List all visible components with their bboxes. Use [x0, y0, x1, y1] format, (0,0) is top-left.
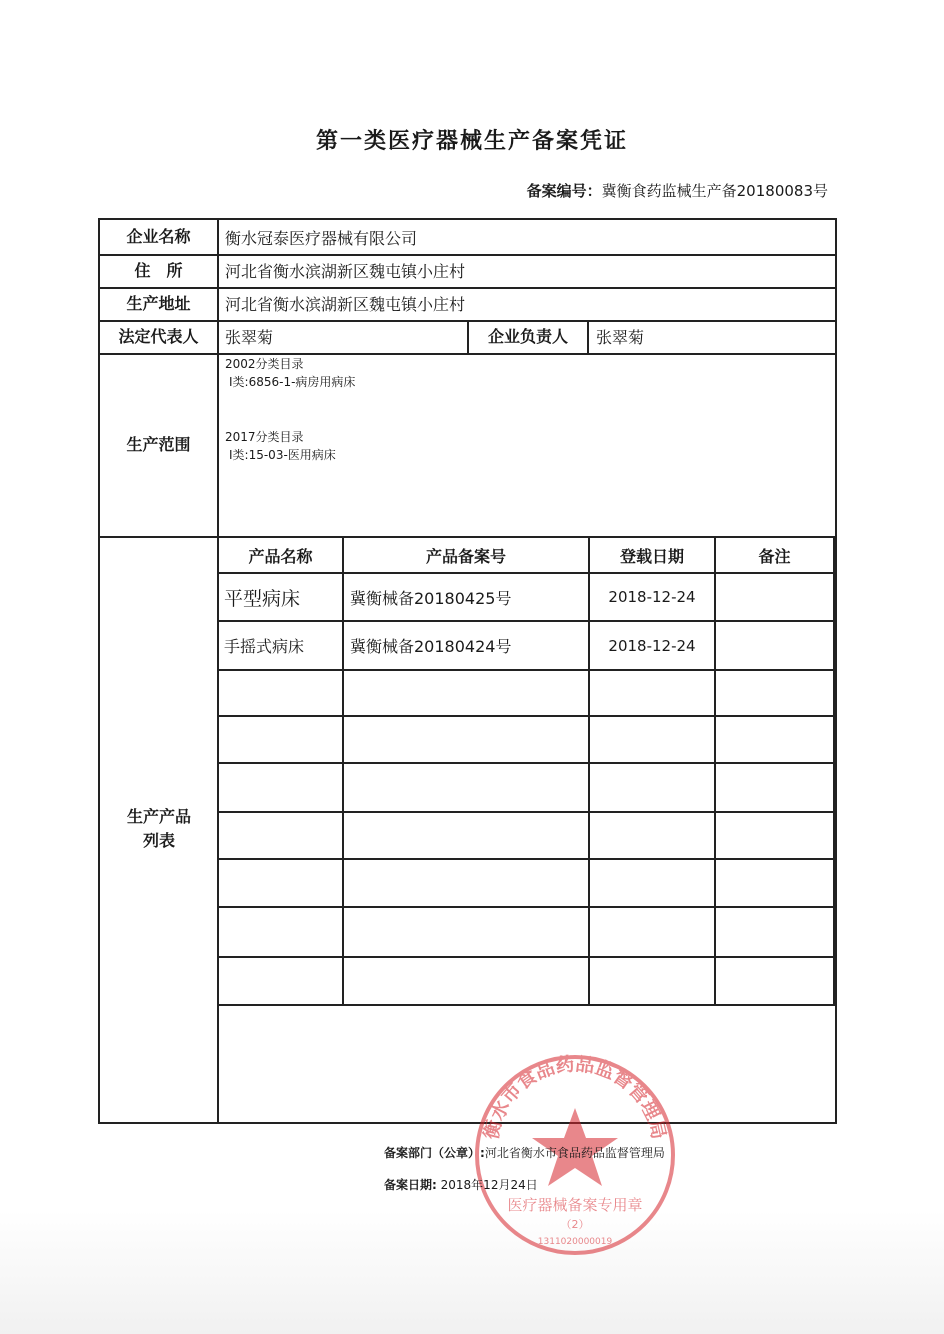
product-row-divider — [219, 715, 835, 717]
cell-divider — [587, 320, 589, 353]
seal-outer-text: 衡水市食品药品监督管理局 — [480, 1053, 670, 1142]
filing-number-line — [527, 180, 828, 201]
product-column-divider — [833, 536, 835, 1004]
seal-sub-text: （2） — [560, 1218, 590, 1231]
filing-date-value: 2018年12月24日 — [440, 1178, 538, 1192]
header-product-name: 产品名称 — [248, 546, 313, 566]
header-remarks: 备注 — [758, 546, 791, 566]
product-date: 2018-12-24 — [608, 588, 696, 606]
product-row-divider — [219, 858, 835, 860]
catalog-2017-title: 2017分类目录 — [225, 430, 304, 444]
label-column-divider — [217, 220, 219, 1122]
filing-department-value: 河北省衡水市食品药品监督管理局 — [484, 1146, 665, 1160]
product-row-divider — [219, 669, 835, 671]
filing-date-line — [384, 1176, 538, 1193]
catalog-2017-item: Ⅰ类:15-03-医用病床 — [229, 448, 336, 462]
production-scope-label: 生产范围 — [126, 434, 191, 454]
product-filing-number: 冀衡械备20180425号 — [350, 588, 512, 608]
document-title: 第一类医疗器械生产备案凭证 — [315, 129, 628, 154]
filing-number-value: 冀衡食药监械生产备20180083号 — [601, 182, 828, 200]
legal-representative-value: 张翠菊 — [225, 328, 274, 347]
legal-representative-label: 法定代表人 — [118, 326, 199, 346]
product-row-divider — [219, 762, 835, 764]
filing-department-label: 备案部门（公章）: — [384, 1146, 485, 1160]
company-name-label: 企业名称 — [126, 227, 191, 246]
company-name-value: 衡水冠泰医疗器械有限公司 — [225, 228, 418, 248]
manager-label: 企业负责人 — [487, 326, 568, 346]
manager-value: 张翠菊 — [596, 328, 645, 347]
header-publish-date: 登载日期 — [619, 546, 684, 566]
header-filing-number: 产品备案号 — [425, 546, 506, 566]
catalog-2002-title: 2002分类目录 — [225, 357, 304, 371]
catalog-2002-item: Ⅰ类:6856-1-病房用病床 — [229, 375, 356, 389]
production-address-label: 生产地址 — [126, 293, 191, 313]
filing-date-label: 备案日期: — [384, 1178, 437, 1192]
residence-value: 河北省衡水滨湖新区魏屯镇小庄村 — [225, 262, 466, 281]
product-row-divider — [219, 811, 835, 813]
seal-inner-text: 医疗器械备案专用章 — [507, 1196, 643, 1214]
product-date: 2018-12-24 — [608, 636, 696, 655]
product-row-divider — [219, 1004, 835, 1006]
product-name: 手摇式病床 — [224, 637, 305, 656]
filing-department-line — [384, 1144, 665, 1161]
seal-code: 1311020000019 — [537, 1237, 613, 1247]
residence-label: 住 所 — [134, 260, 183, 280]
product-note — [716, 622, 833, 669]
product-row-divider — [219, 956, 835, 958]
filing-table — [98, 218, 837, 1124]
filing-number-label: 备案编号： — [526, 182, 602, 200]
product-list-label: 生产产品列表 — [126, 807, 191, 850]
product-column-divider — [342, 536, 344, 1004]
production-address-value: 河北省衡水滨湖新区魏屯镇小庄村 — [225, 295, 466, 314]
product-filing-number: 冀衡械备20180424号 — [350, 637, 512, 656]
product-name: 平型病床 — [224, 587, 301, 610]
product-note — [716, 574, 833, 620]
product-row-divider — [219, 906, 835, 908]
